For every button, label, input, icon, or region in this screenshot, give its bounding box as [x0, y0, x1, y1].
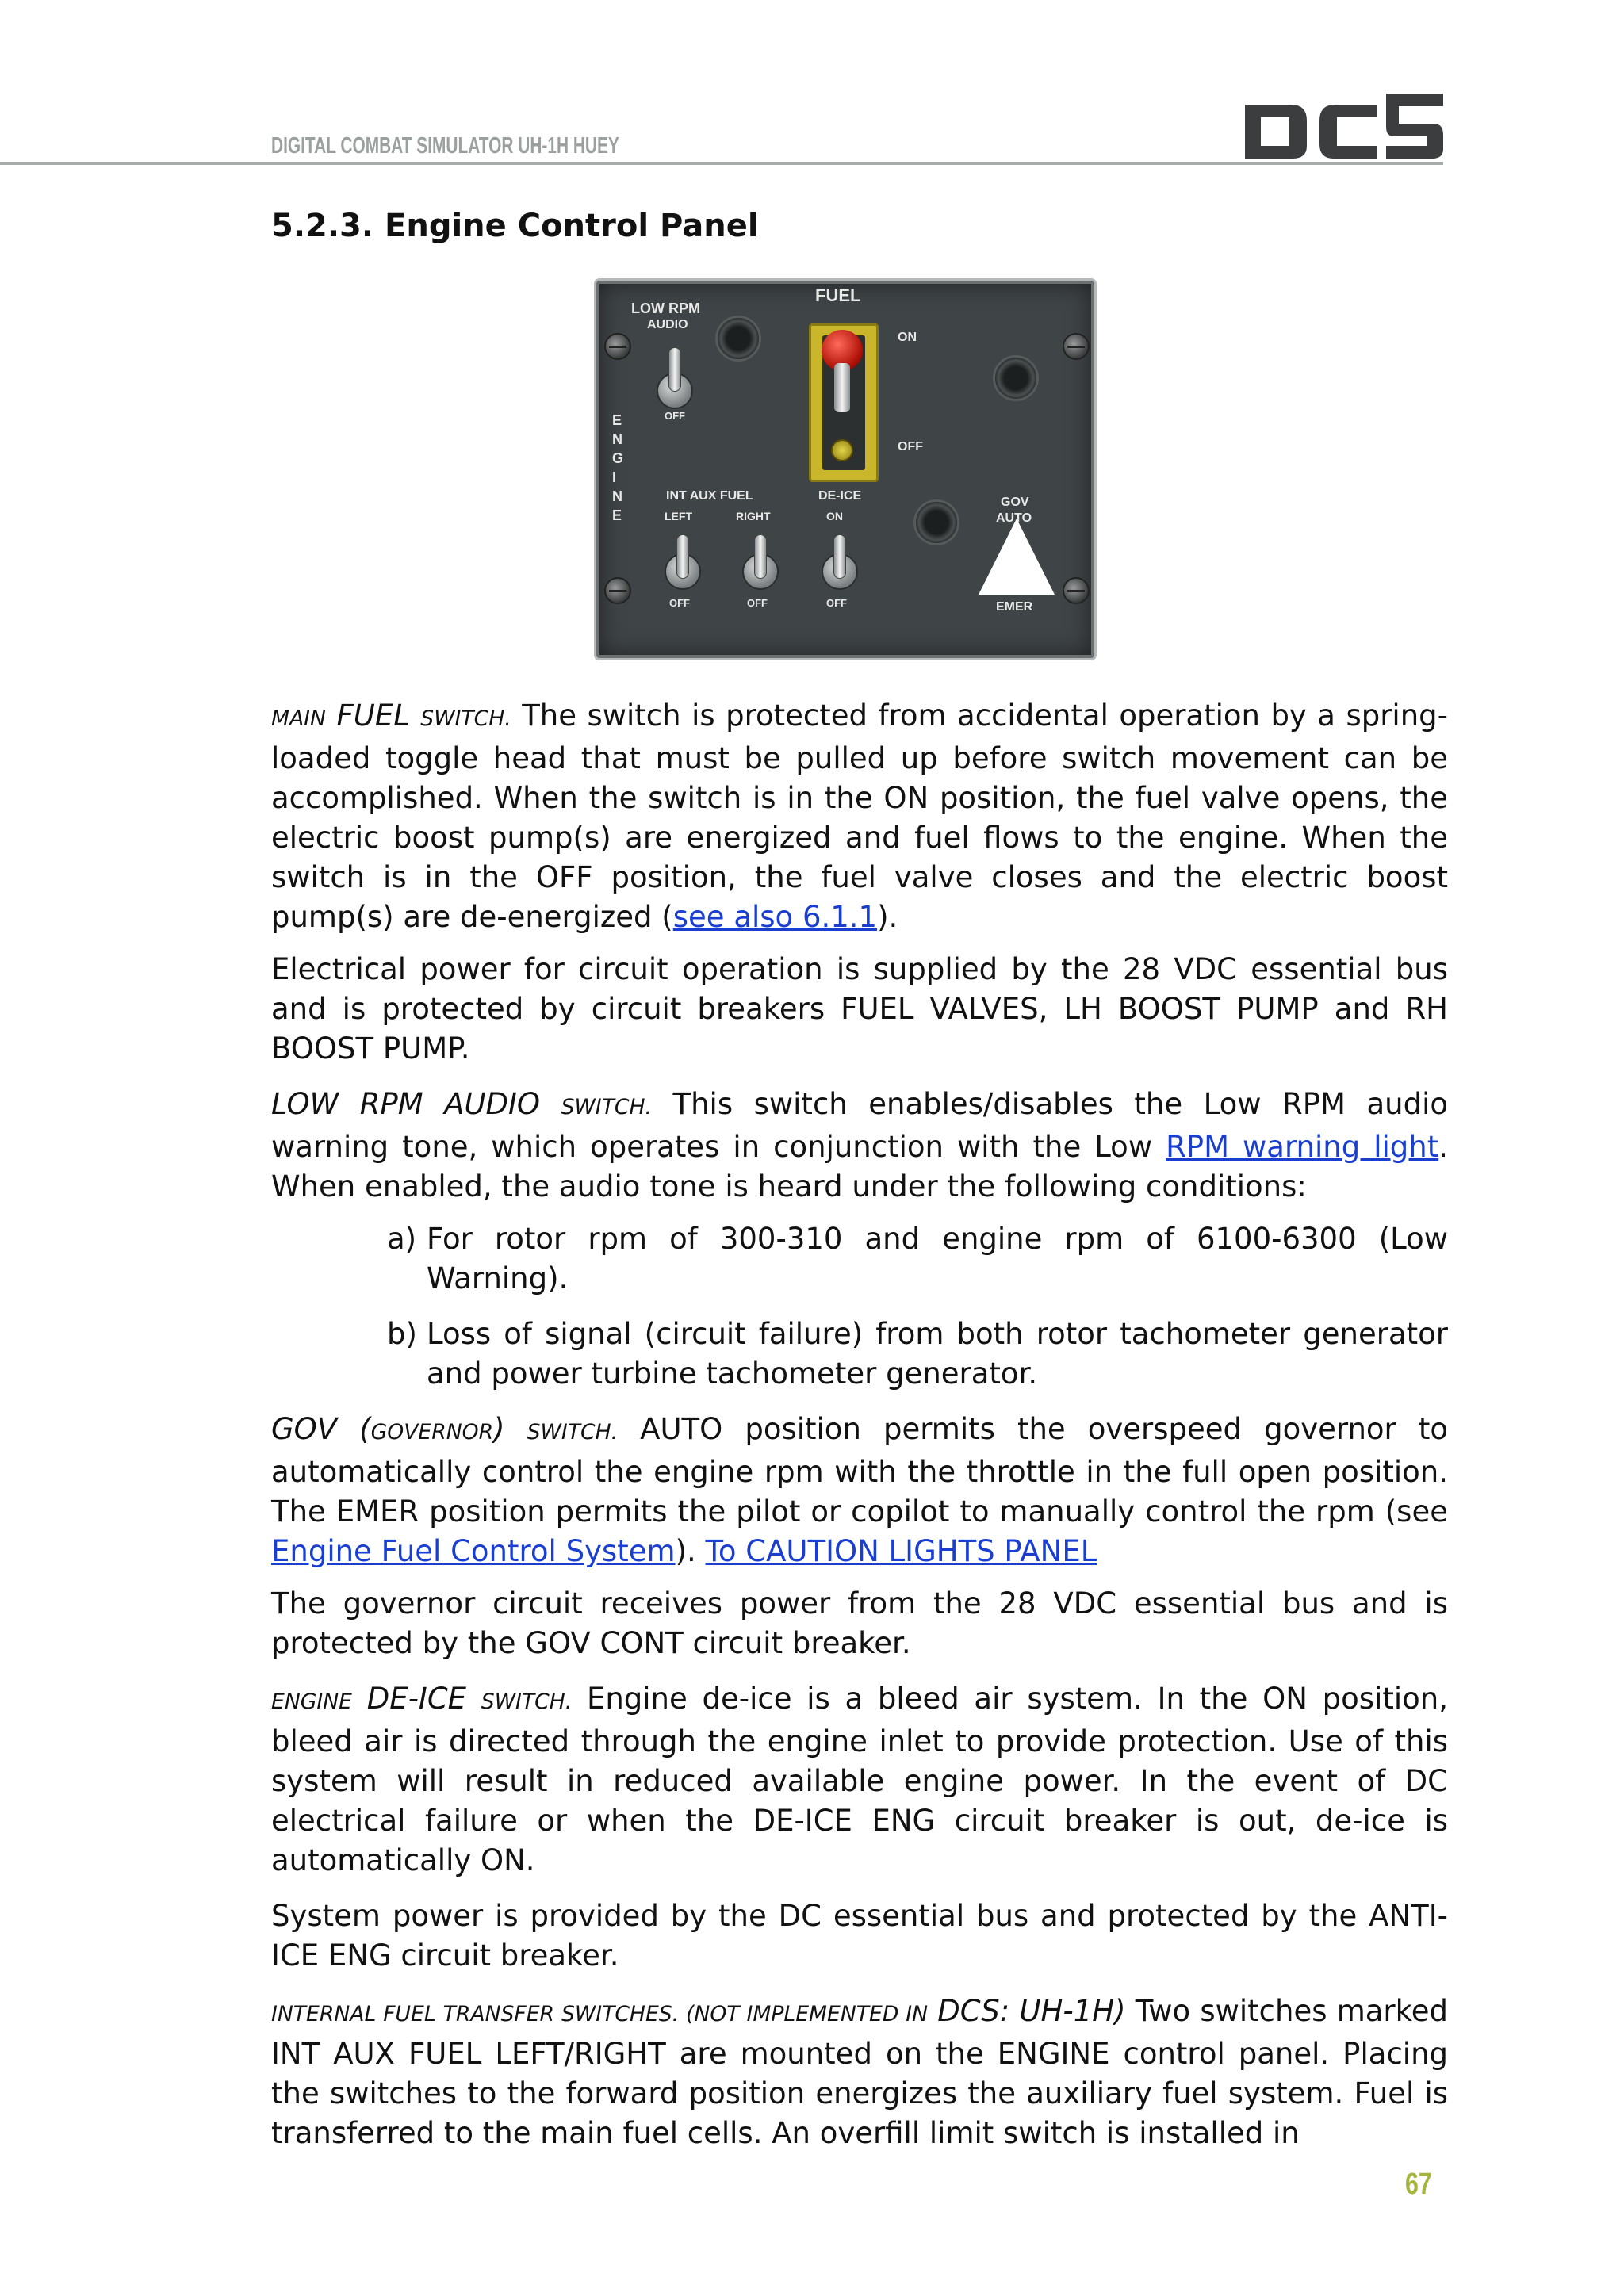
paragraph-low-rpm-audio — [271, 1085, 1448, 1207]
fuel-label: FUEL — [815, 285, 861, 305]
fuel-on-label: ON — [898, 331, 917, 344]
engine-vertical-label: ENGINE — [612, 412, 624, 523]
int-aux-fuel-label: INT AUX FUEL — [666, 489, 753, 503]
toggle-off-label: OFF — [826, 597, 847, 609]
paragraph-deice-power: System power is provided by the DC essential bus and protected by the ANTI-ICE ENG circuit breaker. — [271, 1899, 1448, 1973]
term-gov: GOV ( — [271, 1412, 371, 1446]
term-governor: GOVERNOR — [370, 1420, 494, 1445]
list-item: Loss of signal (circuit failure) from both rotor tachometer generator and power turbine tachometer generator. — [427, 1317, 1448, 1391]
paragraph-internal-fuel-transfer — [271, 1992, 1448, 2153]
list-marker: a) — [387, 1222, 417, 1256]
gov-mid: ). — [675, 1534, 706, 1568]
list-marker: b) — [387, 1317, 417, 1351]
section-heading — [271, 208, 759, 244]
term-switch: SWITCH. — [420, 706, 511, 731]
toggle-lever-icon — [833, 534, 846, 579]
section-number: 5.2.3. — [271, 208, 374, 244]
header-rule — [0, 162, 1443, 165]
term-main: MAIN — [271, 706, 326, 731]
toggle-off-label: OFF — [665, 410, 685, 422]
caution-lights-panel-link[interactable]: To CAUTION LIGHTS PANEL — [705, 1534, 1097, 1568]
low-rpm-tail: . When enabled, the audio tone is heard under the following conditions: — [271, 1130, 1448, 1203]
gov-text: AUTO position permits the overspeed governor to automatically control the engine rpm with the throttle in the full open position. The EMER position permits the pilot or copilot to manually control the rpm (see — [271, 1412, 1448, 1529]
aux-left-label: LEFT — [665, 510, 692, 522]
rpm-warning-light-link[interactable]: RPM warning light — [1166, 1130, 1439, 1164]
gov-label: GOV — [1001, 496, 1029, 509]
gov-switch-triangle-icon[interactable] — [979, 519, 1055, 595]
panel-knob-icon — [993, 355, 1039, 401]
term-dcs-uh1h: DCS: UH-1H) — [937, 1994, 1126, 2028]
low-rpm-label: LOW RPM — [631, 300, 700, 316]
dcs-logo — [1243, 89, 1445, 162]
aux-right-label: RIGHT — [736, 510, 771, 522]
gov-emer-label: EMER — [996, 600, 1033, 614]
term-deice: DE-ICE — [366, 1682, 467, 1716]
panel-screw-icon — [604, 333, 631, 360]
internal-fuel-text: Two switches marked INT AUX FUEL LEFT/RIGHT are mounted on the ENGINE control panel. Placing the switches to the forward position energizes the auxiliary fuel system. Fuel is transferred to the main fuel cells. An overfill limit switch is installed in — [271, 1994, 1449, 2150]
toggle-off-label: OFF — [669, 597, 690, 609]
low-rpm-text: This switch enables/disables the Low RPM audio warning tone, which operates in conjunction with the Low — [271, 1087, 1448, 1164]
audio-label: AUDIO — [647, 318, 688, 331]
panel-screw-icon — [1063, 577, 1090, 604]
term-switch: SWITCH. — [481, 1689, 573, 1714]
panel-screw-icon — [1063, 333, 1090, 360]
engine-control-panel-image — [596, 281, 1094, 658]
panel-knob-icon — [715, 316, 761, 362]
engine-fuel-control-link[interactable]: Engine Fuel Control System — [271, 1534, 676, 1568]
paragraph-engine-deice — [271, 1679, 1448, 1881]
panel-screw-icon — [604, 577, 631, 604]
page-number: 67 — [1405, 2168, 1432, 2201]
term-fuel: FUEL — [336, 698, 410, 733]
panel-knob-icon — [914, 499, 959, 545]
document-header-title: DIGITAL COMBAT SIMULATOR UH-1H HUEY — [271, 133, 619, 159]
deice-label: DE-ICE — [818, 489, 862, 503]
paragraph-gov-switch — [271, 1410, 1448, 1571]
see-also-link[interactable]: see also 6.1.1 — [672, 900, 878, 934]
toggle-lever-icon — [754, 534, 767, 579]
paragraph-main-fuel-switch — [271, 696, 1448, 937]
paragraph-gov-power: The governor circuit receives power from the 28 VDC essential bus and is protected by the GOV CONT circuit breaker. — [271, 1586, 1448, 1660]
section-title: Engine Control Panel — [385, 208, 759, 244]
term-engine: ENGINE — [271, 1689, 352, 1714]
main-fuel-text: The switch is protected from accidental operation by a spring-loaded toggle head that must be pulled up before switch movement can be accomplished. When the switch is in the ON position, the fuel valve opens, the electric boost pump(s) are energized and fuel flows to the engine. When the switch is in the OFF position, the fuel valve closes and the electric boost pump(s) are de-energized ( — [271, 698, 1448, 934]
list-item: For rotor rpm of 300-310 and engine rpm of 6100-6300 (Low Warning). — [427, 1222, 1448, 1295]
toggle-off-label: OFF — [747, 597, 768, 609]
term-switch: SWITCH. — [561, 1095, 652, 1119]
term-switch: SWITCH. — [527, 1420, 619, 1445]
toggle-lever-icon — [668, 347, 681, 392]
deice-text: Engine de-ice is a bleed air system. In the ON position, bleed air is directed through the engine inlet to provide protection. Use of this system will result in reduced available engine power. In the event of DC electrical failure or when the DE-ICE ENG circuit breaker is out, de-ice is automatically ON. — [271, 1682, 1448, 1877]
deice-on-label: ON — [826, 510, 843, 522]
gov-auto-label: AUTO — [996, 511, 1032, 525]
main-fuel-tail: ). — [877, 900, 898, 934]
fuel-off-label: OFF — [898, 440, 923, 453]
guard-screw-icon — [831, 439, 853, 461]
toggle-lever-icon — [676, 534, 689, 579]
term-internal-fuel-transfer: INTERNAL FUEL TRANSFER SWITCHES. (NOT IMPLEMENTED IN — [271, 2002, 929, 2026]
term-low-rpm-audio: LOW RPM AUDIO — [271, 1087, 541, 1121]
paragraph-fuel-power: Electrical power for circuit operation is supplied by the 28 VDC essential bus and is protected by circuit breakers FUEL VALVES, LH BOOST PUMP and RH BOOST PUMP. — [271, 952, 1448, 1066]
fuel-switch-stem-icon — [834, 363, 850, 412]
term-gov-close: ) — [493, 1412, 505, 1446]
